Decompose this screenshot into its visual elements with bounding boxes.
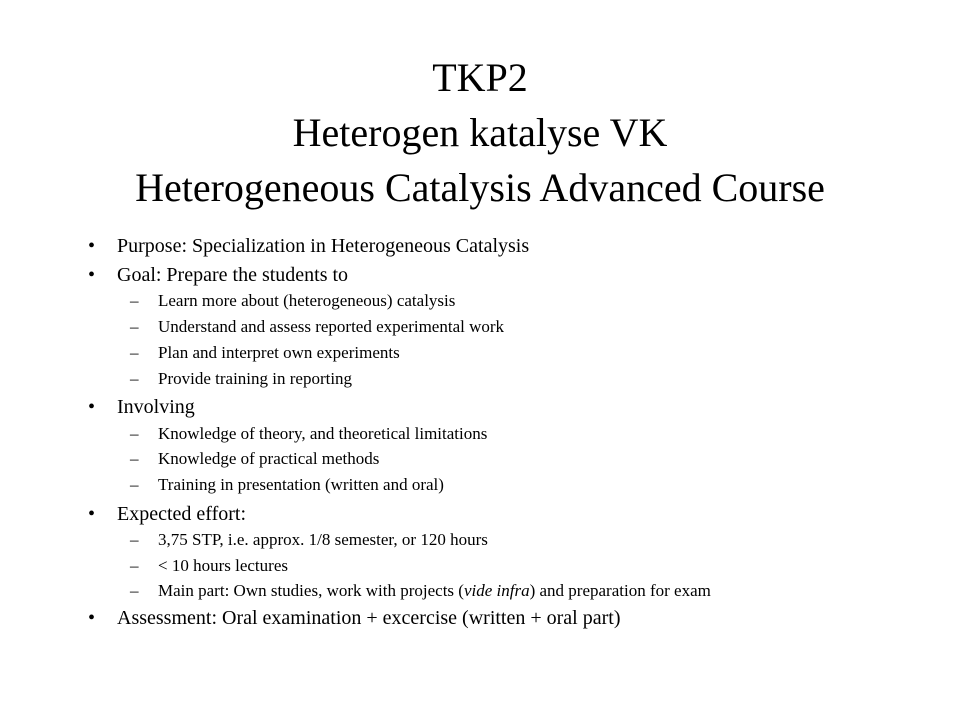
sub-item-text: Training in presentation (written and oral) — [158, 475, 444, 494]
dash-glyph: – — [130, 475, 139, 494]
dash-glyph: – — [130, 317, 139, 336]
dash-glyph: – — [130, 449, 139, 468]
sub-item-text: Learn more about (heterogeneous) catalysis — [158, 291, 456, 310]
sub-item-text — [158, 580, 711, 602]
dash-glyph: – — [130, 369, 139, 388]
title-line-3: Heterogeneous Catalysis Advanced Course — [135, 165, 825, 210]
bullet-text: Assessment: Oral examination + excercise (written + oral part) — [117, 607, 621, 629]
bullet-glyph: • — [88, 503, 96, 525]
dash-glyph: – — [130, 530, 139, 549]
sub-item-text-italic: vide infra — [463, 581, 530, 600]
sub-item-text: Plan and interpret own experiments — [158, 343, 400, 362]
dash-glyph: – — [130, 581, 139, 600]
bullet-glyph: • — [88, 264, 96, 286]
sub-item-text: Understand and assess reported experimental work — [158, 317, 505, 336]
dash-glyph: – — [130, 291, 139, 310]
dash-glyph: – — [130, 343, 139, 362]
bullet-text: Expected effort: — [117, 503, 247, 525]
bullet-glyph: • — [88, 235, 96, 257]
sub-item-text: Knowledge of theory, and theoretical limitations — [158, 424, 488, 443]
bullet-text: Goal: Prepare the students to — [117, 264, 349, 286]
sub-item-text: Knowledge of practical methods — [158, 449, 380, 468]
bullet-text: Purpose: Specialization in Heterogeneous Catalysis — [117, 235, 530, 257]
bullet-text: Involving — [117, 396, 195, 418]
sub-item-text: 3,75 STP, i.e. approx. 1/8 semester, or 120 hours — [158, 530, 488, 549]
bullet-glyph: • — [88, 607, 96, 629]
sub-item-text: < 10 hours lectures — [158, 556, 288, 575]
title-line-2: Heterogen katalyse VK — [292, 110, 668, 155]
sub-item-text: Provide training in reporting — [158, 369, 353, 388]
dash-glyph: – — [130, 556, 139, 575]
sub-item-text-part: ) and preparation for exam — [529, 581, 711, 600]
sub-item-text-part: Main part: Own studies, work with projects ( — [158, 581, 464, 600]
dash-glyph: – — [130, 424, 139, 443]
bullet-glyph: • — [88, 396, 96, 418]
title-line-1: TKP2 — [432, 55, 528, 100]
